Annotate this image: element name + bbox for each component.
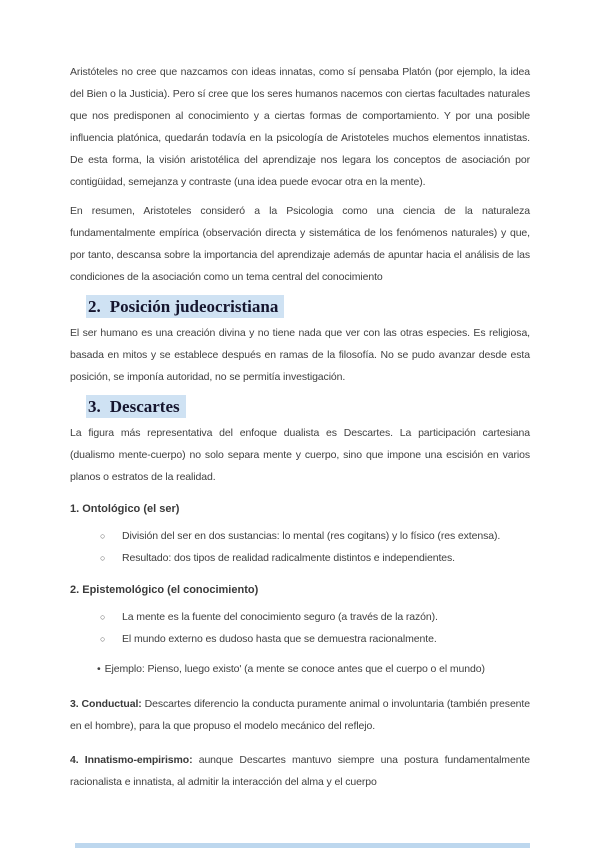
list-item xyxy=(100,548,530,570)
paragraph-conductual xyxy=(70,693,530,737)
circle-bullet-icon: ○ xyxy=(100,531,106,541)
section-heading-judeocristiana xyxy=(70,295,530,319)
paragraph-innatismo xyxy=(70,749,530,793)
example-note xyxy=(70,658,530,680)
list-item xyxy=(100,607,530,629)
paragraph-judeocristiana: El ser humano es una creación divina y no tiene nada que ver con las otras especies. Es religiosa, basada en mitos y se establece después en ramas de la filosofía. No se pudo avanzar desde esta posición, se imponía autoridad, no se permitía investigación. xyxy=(70,327,530,383)
paragraph-text: aunque Descartes mantuvo siempre una postura fundamentalmente racionalista e innatista, al admitir la interacción del alma y el cuerpo xyxy=(70,754,530,788)
document-content xyxy=(70,61,530,800)
paragraph-resumen: En resumen, Aristoteles consideró a la Psicologia como una ciencia de la naturaleza fundamentalmente empírica (observación directa y sistemática de los fenómenos naturales) y que, por tanto, descansa sobre la importancia del aprendizaje además de apuntar hacia el análisis de las condiciones de la asociación como un tema central del conocimiento xyxy=(70,205,530,283)
paragraph-text: Descartes diferencio la conducta puramente animal o involuntaria (también presente en el hombre), para la que propuso el modelo mecánico del reflejo. xyxy=(70,698,530,732)
heading-number: 3. xyxy=(88,397,101,416)
subheading-ontologico: 1. Ontológico (el ser) xyxy=(70,503,180,515)
list-item-text: División del ser en dos sustancias: lo mental (res cogitans) y lo físico (res extensa). xyxy=(122,530,501,542)
list-item xyxy=(100,629,530,651)
section-heading-descartes xyxy=(70,395,530,419)
circle-bullet-icon: ○ xyxy=(100,633,106,644)
example-text: Ejemplo: Pienso, luego existo' (a mente se conoce antes que el cuerpo o el mundo) xyxy=(104,663,485,675)
next-page-highlight-strip xyxy=(75,843,530,848)
list-item-text: El mundo externo es dudoso hasta que se demuestra racionalmente. xyxy=(122,632,437,645)
heading-highlight xyxy=(86,295,284,318)
bold-label: 3. Conductual: xyxy=(70,698,142,710)
bullet-list-ontologico xyxy=(70,526,530,569)
paragraph-descartes: La figura más representativa del enfoque dualista es Descartes. La participación cartesiana (dualismo mente-cuerpo) no solo separa mente y cuerpo, sino que impone una escisión en varios planos o estratos de la realidad. xyxy=(70,427,530,483)
heading-text: Posición judeocristiana xyxy=(109,297,279,316)
heading-number: 2. xyxy=(88,297,101,316)
dot-bullet-icon: • xyxy=(97,663,101,675)
circle-bullet-icon: ○ xyxy=(100,552,106,563)
list-item-text: Resultado: dos tipos de realidad radicalmente distintos e independientes. xyxy=(122,551,456,564)
heading-highlight xyxy=(86,395,186,418)
heading-text: Descartes xyxy=(109,397,180,416)
list-item xyxy=(100,526,530,548)
circle-bullet-icon: ○ xyxy=(100,612,106,622)
paragraph-aristoteles: Aristóteles no cree que nazcamos con ideas innatas, como sí pensaba Platón (por ejemplo, la idea del Bien o la Justicia). Pero sí cree que los seres humanos nacemos con ciertas facultades naturales que nos predisponen al conocimiento y a ciertas formas de comportamiento. Y por una posible influencia platónica, quedarán todavía en la psicología de Aristoteles muchos elementos innatistas. De esta forma, la visión aristotélica del aprendizaje nos legara los conceptos de asociación por contigüidad, semejanza y contraste (una idea puede evocar otra en la mente). xyxy=(70,66,530,188)
list-item-text: La mente es la fuente del conocimiento seguro (a través de la razón). xyxy=(122,611,438,623)
bullet-list-epistemologico xyxy=(70,607,530,650)
bold-label: 4. Innatismo-empirismo: xyxy=(70,754,193,766)
subheading-epistemologico: 2. Epistemológico (el conocimiento) xyxy=(70,584,259,596)
